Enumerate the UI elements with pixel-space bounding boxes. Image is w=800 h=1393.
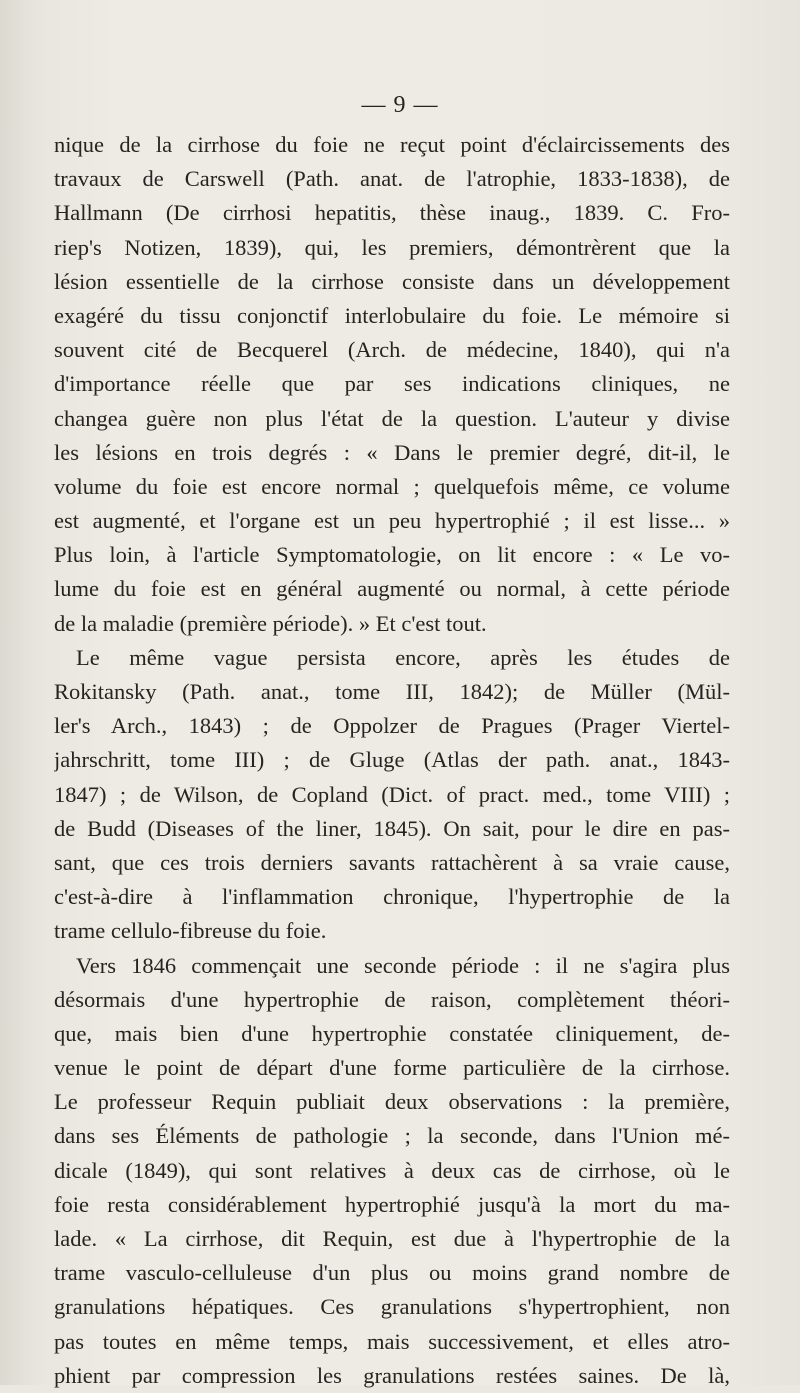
text-line: granulations hépatiques. Ces granulations s'hypertrophient, non <box>54 1294 730 1320</box>
text-line: travaux de Carswell (Path. anat. de l'atrophie, 1833-1838), de <box>54 166 730 192</box>
text-line: trame cellulo-fibreuse du foie. <box>54 918 327 944</box>
text-line: Rokitansky (Path. anat., tome III, 1842); de Müller (Mül- <box>54 679 730 704</box>
text-line: souvent cité de Becquerel (Arch. de médecine, 1840), qui n'a <box>54 337 730 363</box>
text-line: sant, que ces trois derniers savants rattachèrent à sa vraie cause, <box>54 849 730 875</box>
text-line: que, mais bien d'une hypertrophie constatée cliniquement, de- <box>54 1020 730 1046</box>
text-line: lésion essentielle de la cirrhose consiste dans un développement <box>54 268 730 294</box>
text-line: Plus loin, à l'article Symptomatologie, on lit encore : « Le vo- <box>54 542 730 568</box>
text-line: exagéré du tissu conjonctif interlobulaire du foie. Le mémoire si <box>54 302 730 328</box>
text-line: nique de la cirrhose du foie ne reçut point d'éclaircissements des <box>54 132 730 157</box>
body-text <box>54 128 730 1393</box>
text-line: riep's Notizen, 1839), qui, les premiers, démontrèrent que la <box>54 234 730 260</box>
text-line: Le même vague persista encore, après les études de <box>76 644 730 670</box>
text-line: trame vasculo-celluleuse d'un plus ou moins grand nombre de <box>54 1260 730 1286</box>
text-line: de la maladie (première période). » Et c'est tout. <box>54 610 487 636</box>
text-line: phient par compression les granulations restées saines. De là, <box>54 1362 730 1388</box>
text-line: les lésions en trois degrés : « Dans le premier degré, dit-il, le <box>54 439 730 465</box>
text-line: c'est-à-dire à l'inflammation chronique, l'hypertrophie de la <box>54 884 730 910</box>
text-line: Le professeur Requin publiait deux observations : la première, <box>54 1089 730 1115</box>
text-line: est augmenté, et l'organe est un peu hypertrophié ; il est lisse... » <box>54 508 730 534</box>
text-line: désormais d'une hypertrophie de raison, complètement théori- <box>54 986 730 1012</box>
text-line: Vers 1846 commençait une seconde période : il ne s'agira plus <box>76 952 730 978</box>
text-line: changea guère non plus l'état de la question. L'auteur y divise <box>54 405 730 431</box>
text-line: Hallmann (De cirrhosi hepatitis, thèse inaug., 1839. C. Fro- <box>54 200 730 226</box>
text-line: lume du foie est en général augmenté ou normal, à cette période <box>54 576 730 602</box>
text-line: foie resta considérablement hypertrophié jusqu'à la mort du ma- <box>54 1191 730 1217</box>
text-line: lade. « La cirrhose, dit Requin, est due à l'hypertrophie de la <box>54 1226 730 1251</box>
text-line: dicale (1849), qui sont relatives à deux cas de cirrhose, où le <box>54 1157 730 1183</box>
text-line: dans ses Éléments de pathologie ; la seconde, dans l'Union mé- <box>54 1123 730 1149</box>
text-line: volume du foie est encore normal ; quelquefois même, ce volume <box>54 473 730 499</box>
text-line: de Budd (Diseases of the liner, 1845). On sait, pour le dire en pas- <box>54 815 730 841</box>
text-line: 1847) ; de Wilson, de Copland (Dict. of pract. med., tome VIII) ; <box>54 781 730 807</box>
text-line: d'importance réelle que par ses indications cliniques, ne <box>54 371 730 397</box>
text-line: jahrschritt, tome III) ; de Gluge (Atlas der path. anat., 1843- <box>54 747 730 773</box>
text-line: ler's Arch., 1843) ; de Oppolzer de Pragues (Prager Viertel- <box>54 713 730 739</box>
text-line: pas toutes en même temps, mais successivement, et elles atro- <box>54 1328 730 1354</box>
text-line: venue le point de départ d'une forme particulière de la cirrhose. <box>54 1055 730 1081</box>
page-number: — 9 — <box>361 92 439 118</box>
